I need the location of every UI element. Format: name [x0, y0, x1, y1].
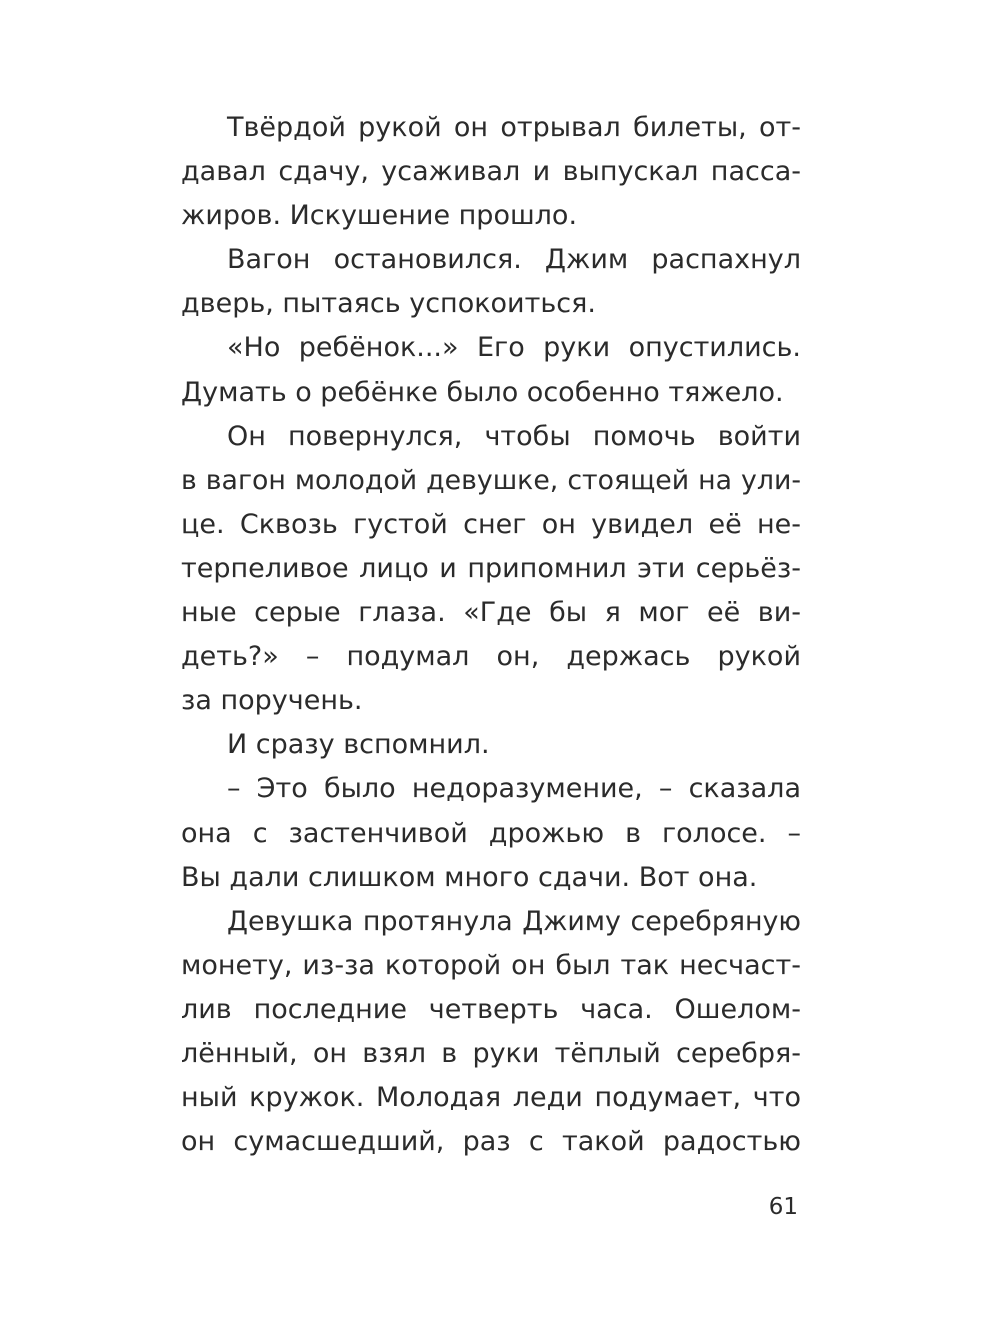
text-line: Думать о ребёнке было особенно тяжело.: [181, 376, 784, 408]
text-line: Твёрдой рукой он отрывал билеты, от-: [227, 112, 801, 143]
text-line: Он повернулся, чтобы помочь войти: [227, 420, 801, 452]
text-line: «Но ребёнок...» Его руки опустились.: [227, 332, 801, 364]
text-line: за поручень.: [181, 685, 363, 717]
text-line: деть?» – подумал он, держась рукой: [181, 641, 801, 673]
page-number: 61: [768, 1194, 798, 1220]
text-line: ные серые глаза. «Где бы я мог её ви-: [181, 597, 801, 629]
text-line: Вагон остановился. Джим распахнул: [227, 244, 801, 276]
text-line: давал сдачу, усаживал и выпускал пасса-: [181, 156, 801, 188]
text-line: Девушка протянула Джиму серебряную: [227, 905, 801, 937]
text-line: терпеливое лицо и припомнил эти серьёз-: [181, 552, 801, 584]
body-text: [181, 106, 801, 1164]
text-line: в вагон молодой девушке, стоящей на ули-: [181, 464, 801, 496]
text-line: це. Сквозь густой снег он увидел её не-: [181, 508, 801, 540]
text-line: он сумасшедший, раз с такой радостью: [181, 1126, 801, 1158]
text-line: лив последние четверть часа. Ошелом-: [181, 993, 801, 1025]
text-line: Вы дали слишком много сдачи. Вот она.: [181, 861, 758, 893]
text-line: И сразу вспомнил.: [227, 729, 490, 761]
text-line: монету, из-за которой он был так несчаст-: [181, 949, 801, 981]
text-line: она с застенчивой дрожью в голосе. –: [181, 817, 801, 849]
text-line: лённый, он взял в руки тёплый серебря-: [181, 1037, 801, 1069]
text-line: – Это было недоразумение, – сказала: [227, 773, 801, 805]
text-line: дверь, пытаясь успокоиться.: [181, 288, 596, 320]
text-line: жиров. Искушение прошло.: [181, 200, 578, 232]
text-line: ный кружок. Молодая леди подумает, что: [181, 1082, 801, 1114]
